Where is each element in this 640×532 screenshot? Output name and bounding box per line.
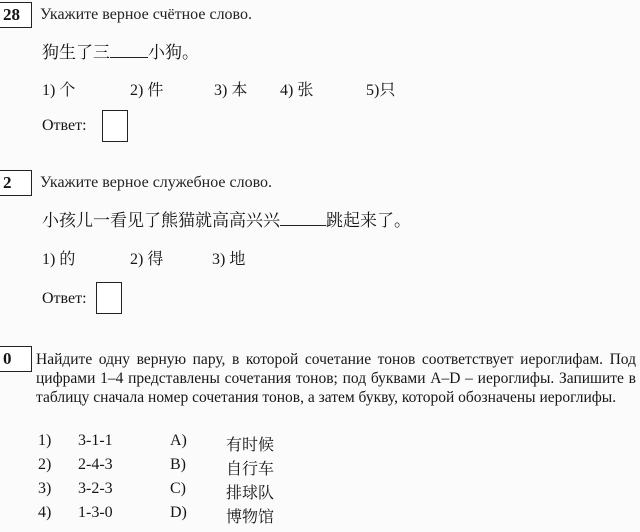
- option-item: 2) 件: [130, 80, 164, 99]
- answer-box[interactable]: [102, 110, 128, 142]
- option-item: 3) 地: [212, 249, 246, 268]
- option-item: 2) 得: [130, 249, 164, 268]
- answer-blank: [280, 225, 326, 226]
- question-instruction: Укажите верное счётное слово.: [40, 6, 252, 23]
- question-number: 0: [0, 346, 32, 372]
- option-item: 3) 本: [214, 80, 248, 99]
- sentence-before-blank: 狗生了三: [42, 43, 110, 63]
- option-item: 4) 张: [280, 80, 314, 99]
- question-instruction: Укажите верное служебное слово.: [40, 174, 273, 191]
- sentence-after-blank: 小狗。: [148, 43, 199, 63]
- question-text: Найдите одну верную пару, в которой сочетание тонов соответствует иероглифам. Под цифрами 1–4 представлены сочетания тонов; под буквами A–D – иероглифы. Запишите в таблицу сначала номер сочетания тонов, а затем букву, которой обозначены иероглифы.: [36, 351, 636, 406]
- question-sentence: [42, 38, 199, 63]
- answer-box[interactable]: [96, 282, 122, 314]
- question-number: 28: [0, 2, 32, 28]
- question-number: 2: [0, 170, 32, 196]
- sentence-before-blank: 小孩儿一看见了熊猫就高高兴兴: [42, 211, 280, 231]
- question-sentence: [42, 206, 411, 231]
- answer-label: Ответ:: [42, 290, 87, 307]
- option-item: 1) 的: [42, 249, 76, 268]
- option-item: 5)只: [366, 80, 396, 99]
- answer-blank: [110, 57, 148, 58]
- option-item: 1) 个: [42, 80, 76, 99]
- sentence-after-blank: 跳起来了。: [326, 211, 411, 231]
- answer-label: Ответ:: [42, 117, 87, 134]
